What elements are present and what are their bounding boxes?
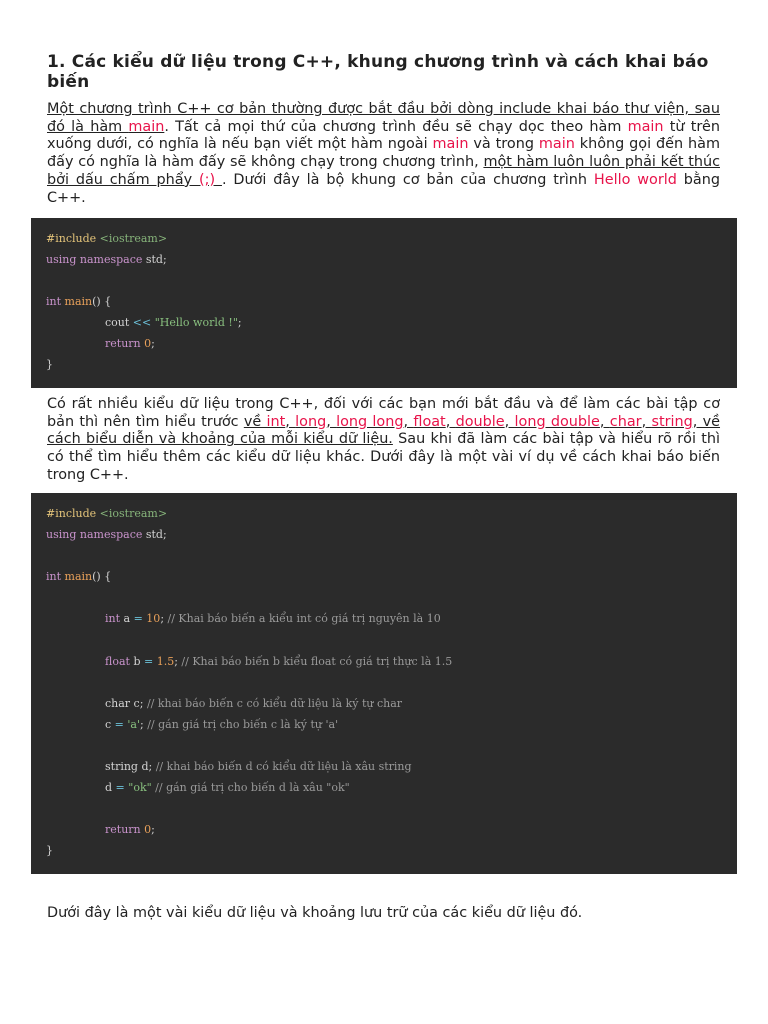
type-float: float <box>413 413 446 430</box>
keyword-main: main <box>432 136 469 153</box>
code-line-string-assign: d = "ok" // gán giá trị cho biến d là xâu "ok" <box>105 781 350 794</box>
code-line-include: #include <iostream> <box>46 507 168 520</box>
code-line-close-brace: } <box>46 844 53 857</box>
intro-text-8: bằng C++. <box>47 171 720 206</box>
keyword-hello-world: Hello world <box>593 171 677 188</box>
keyword-semicolon: (;) <box>198 171 222 188</box>
code-line-cout: cout << "Hello world !"; <box>105 316 242 329</box>
code-block-hello-world <box>31 218 737 388</box>
type-long-double: long double <box>514 413 600 430</box>
code-line-namespace: using namespace std; <box>46 528 167 541</box>
intro-text-7: . Dưới đây là bộ khung cơ bản của chương trình <box>221 171 594 188</box>
code-line-main-signature: int main() { <box>46 570 112 583</box>
code-line-namespace: using namespace std; <box>46 253 167 266</box>
code-line-return: return 0; <box>105 337 155 350</box>
type-double: double <box>455 413 505 430</box>
code-line-return: return 0; <box>105 823 155 836</box>
code-line-char-decl: char c; // khai báo biến c có kiểu dữ liệu là ký tự char <box>105 697 403 710</box>
intro-text-6: một hàm luôn luôn phải kết thúc bởi dấu chấm phẩy <box>47 154 720 188</box>
keyword-main: main <box>128 118 165 135</box>
type-char: char <box>609 413 642 430</box>
code-line-string-decl: string d; // khai báo biến d có kiểu dữ liệu là xâu string <box>105 760 412 773</box>
code-line-char-assign: c = 'a'; // gán giá trị cho biến c là ký tự 'a' <box>105 718 339 731</box>
intro-text-5: không gọi đến hàm đấy có nghĩa là hàm đấy sẽ không chạy trong chương trình, <box>47 136 720 171</box>
data-types-paragraph <box>47 396 720 485</box>
code-line-close-brace: } <box>46 358 53 371</box>
code-line-main-signature: int main() { <box>46 295 112 308</box>
intro-text-2: . Tất cả mọi thứ của chương trình đều sẽ chạy dọc theo hàm <box>164 118 628 135</box>
type-int: int <box>266 413 286 430</box>
closing-paragraph: Dưới đây là một vài kiểu dữ liệu và khoảng lưu trữ của các kiểu dữ liệu đó. <box>47 905 583 921</box>
keyword-main: main <box>627 118 664 135</box>
code-line-include: #include <iostream> <box>46 232 168 245</box>
types-underlined-list: về int, long, long long, float, double, long double, char, string, về cách biểu diễn và khoảng của mỗi kiểu dữ liệu. <box>47 413 721 448</box>
keyword-main: main <box>538 136 575 153</box>
intro-text-1: Một chương trình C++ cơ bản thường được bắt đầu bởi dòng include khai báo thư viện, sau đó là hàm <box>47 101 720 135</box>
code-line-int-decl: int a = 10; // Khai báo biến a kiểu int có giá trị nguyên là 10 <box>105 612 441 625</box>
types-text-1: Có rất nhiều kiểu dữ liệu trong C++, đối với các bạn mới bắt đầu và để làm các bài tập cơ bản thì nên tìm hiểu trước <box>47 396 720 430</box>
section-heading: 1. Các kiểu dữ liệu trong C++, khung chương trình và cách khai báo biến <box>47 52 709 92</box>
code-block-variables <box>31 493 737 874</box>
type-long-long: long long <box>336 413 404 430</box>
intro-paragraph <box>47 101 720 207</box>
types-text-2: Sau khi đã làm các bài tập và hiểu rõ rồi thì có thể tìm hiểu thêm các kiểu dữ liệu khác. Dưới đây là một vài ví dụ về cách khai báo biến trong C++. <box>47 431 720 483</box>
code-line-float-decl: float b = 1.5; // Khai báo biến b kiểu float có giá trị thực là 1.5 <box>105 655 453 668</box>
type-string: string <box>651 413 693 430</box>
type-long: long <box>295 413 327 430</box>
intro-text-4: và trong <box>468 136 539 153</box>
intro-text-3: từ trên xuống dưới, có nghĩa là nếu bạn viết một hàm ngoài <box>47 118 720 153</box>
